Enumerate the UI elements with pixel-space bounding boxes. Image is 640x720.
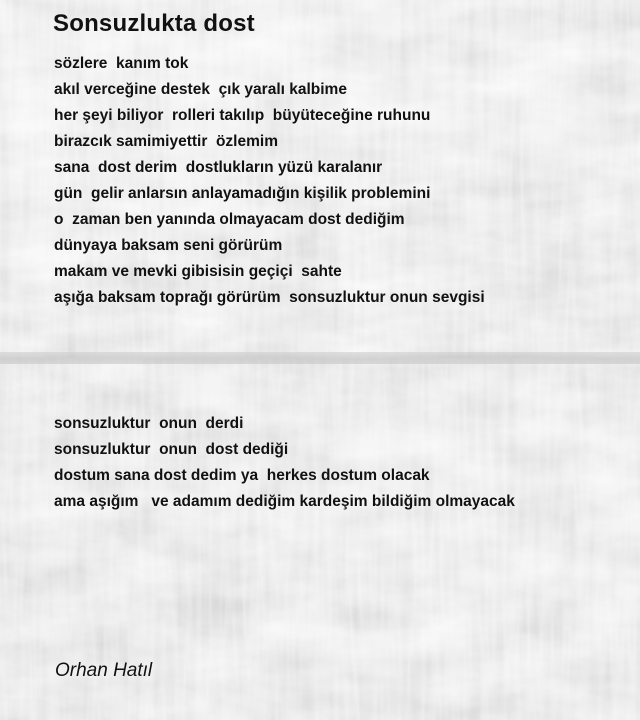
poem-line: her şeyi biliyor rolleri takılıp büyüteceğine ruhunu <box>54 107 431 124</box>
poem-title: Sonsuzlukta dost <box>53 10 255 37</box>
poem-line: dünyaya baksam seni görürüm <box>54 237 283 254</box>
stanza-1 <box>54 55 485 315</box>
poem-line: aşığa baksam toprağı görürüm sonsuzluktur onun sevgisi <box>54 289 485 306</box>
poem-line: akıl verceğine destek çık yaralı kalbime <box>54 81 347 98</box>
poem-line: birazcık samimiyettir özlemim <box>54 133 278 150</box>
stanza-2 <box>54 415 515 519</box>
poem-line: sonsuzluktur onun dost dediği <box>54 441 289 458</box>
poem-line: ama aşığım ve adamım dediğim kardeşim bildiğim olmayacak <box>54 493 515 510</box>
poem-line: sözlere kanım tok <box>54 55 189 72</box>
poem-line: dostum sana dost dedim ya herkes dostum olacak <box>54 467 430 484</box>
poem-line: gün gelir anlarsın anlayamadığın kişilik problemini <box>54 185 431 202</box>
poem-line: o zaman ben yanında olmayacam dost dediğim <box>54 211 405 228</box>
poem-author: Orhan Hatıl <box>55 660 153 681</box>
panel-seam <box>0 352 640 364</box>
poem-line: sonsuzluktur onun derdi <box>54 415 244 432</box>
poem-line: sana dost derim dostlukların yüzü karalanır <box>54 159 383 176</box>
poem-line: makam ve mevki gibisisin geçiçi sahte <box>54 263 342 280</box>
